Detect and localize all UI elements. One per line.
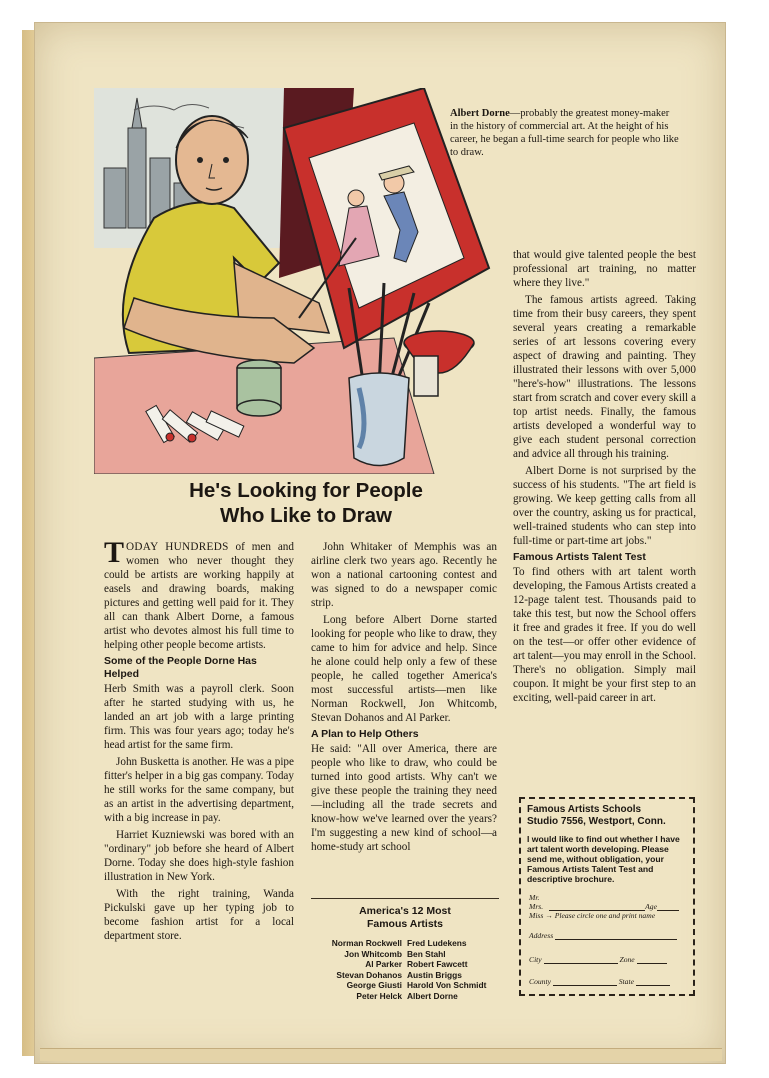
- paragraph: With the right training, Wanda Pickulski gave up her typing job to become fashion artist for a local department store.: [104, 888, 294, 942]
- zone-line[interactable]: [637, 963, 667, 964]
- paragraph: Harriet Kuzniewski was bored with an "ordinary" job before she heard of Albert Dorne. Today she does high-style fashion illustration in New York.: [104, 829, 294, 883]
- paragraph: Albert Dorne is not surprised by the success of his students. "The art field is growing. We keep getting calls from all over the country, asking us for practical, well-trained students who can step into full-time or part-time art jobs.": [513, 465, 696, 547]
- famous-artists-list: [311, 898, 499, 1002]
- paragraph: John Busketta is another. He was a pipe fitter's helper in a big gas company. Today he still works for the same company, but as an artist in the advertising department, with a big increase in pay.: [104, 756, 294, 824]
- title-miss: Miss: [529, 911, 544, 920]
- artist-name: Jon Whitcomb: [344, 948, 402, 959]
- section-heading-people-helped: Some of the People Dorne Has Helped: [104, 655, 257, 680]
- section-heading-talent-test: Famous Artists Talent Test: [513, 551, 646, 563]
- coupon-title-line-2: Studio 7556, Westport, Conn.: [527, 816, 666, 827]
- intro-text: of men and women who never thought they could be artists are working happily at easels and drawing boards, making pictures and getting well paid for it. They all can thank Albert Dorne, a famous artist who devotes almost his full time to helping other people become artists.: [104, 541, 294, 651]
- address-label: Address: [529, 931, 554, 940]
- coupon-title-line-1: Famous Artists Schools: [527, 804, 642, 815]
- mail-coupon[interactable]: [519, 797, 695, 996]
- article-column-2: [311, 540, 497, 857]
- paragraph: John Whitaker of Memphis was an airline clerk two years ago. Recently he won a national cartooning contest and was signed to do a newspaper comic strip.: [311, 541, 497, 609]
- city-zone-field[interactable]: [529, 955, 667, 964]
- name-field[interactable]: Mr. Mrs. Age Miss → Please circle one and print name: [529, 893, 679, 920]
- artist-name: Stevan Dohanos: [336, 969, 402, 980]
- paragraph: Herb Smith was a payroll clerk. Soon after he started studying with us, he landed an art job with a large printing firm. This was four years ago; today he's head artist for the same firm.: [104, 683, 294, 751]
- article-column-1: [104, 536, 294, 946]
- artists-title-line-1: America's 12 Most: [359, 905, 451, 917]
- artist-name: Albert Dorne: [407, 990, 458, 1001]
- state-line[interactable]: [636, 985, 670, 986]
- artists-title: [311, 898, 499, 931]
- artist-name: George Giusti: [346, 980, 402, 991]
- artist-name: Ben Stahl: [407, 948, 446, 959]
- page-edge: [40, 1048, 722, 1061]
- age-line[interactable]: [657, 910, 679, 911]
- address-field[interactable]: [529, 931, 677, 940]
- article-column-3: [513, 248, 696, 708]
- title-mr: Mr.: [529, 893, 540, 902]
- headline-line-2: Who Like to Draw: [220, 504, 392, 527]
- zone-label: Zone: [619, 955, 635, 964]
- paragraph: that would give talented people the best professional art training, no matter where they live.": [513, 249, 696, 289]
- artist-name: Harold Von Schmidt: [407, 980, 487, 991]
- illustration-caption: [450, 107, 680, 159]
- headline-line-1: He's Looking for People: [189, 479, 423, 502]
- state-label: State: [618, 977, 634, 986]
- artists-grid: [311, 938, 499, 1002]
- headline: [96, 478, 516, 528]
- county-line[interactable]: [553, 985, 617, 986]
- paint-jar: [237, 360, 281, 416]
- artist-name: Robert Fawcett: [407, 959, 468, 970]
- artist-name: Al Parker: [365, 959, 402, 970]
- address-line[interactable]: [555, 939, 677, 940]
- county-label: County: [529, 977, 551, 986]
- artist-name: Norman Rockwell: [331, 938, 402, 948]
- artist-name: Austin Briggs: [407, 969, 462, 980]
- paragraph: He said: "All over America, there are people who like to draw, who could be turned into good artists. Why can't we give these people the training they need—including all the trade secrets and know-how we've learned over the years? I'm suggesting a new kind of school—a home-study art school: [311, 743, 497, 853]
- drop-cap: T: [104, 536, 125, 569]
- intro-paragraph: [104, 536, 294, 652]
- city-label: City: [529, 955, 542, 964]
- city-line[interactable]: [544, 963, 618, 964]
- water-bowl: [404, 331, 474, 396]
- artist-illustration: [94, 88, 500, 474]
- paragraph: The famous artists agreed. Taking time from their busy careers, they spent several years creating a remarkable series of art lessons covering every aspect of drawing and painting. They illustrated their lessons with over 5,000 "here's-how" illustrations. The lessons start from scratch and cover every skill a top artist needs. Finally, the famous artists developed a wonderful way to give each student personal correction and advice all through his training.: [513, 294, 696, 460]
- coupon-body: I would like to find out whether I have art talent worth developing. Please send me, without obligation, your Famous Artists Talent Test and descriptive brochure.: [527, 834, 680, 884]
- artist-name: Fred Ludekens: [407, 938, 467, 948]
- name-hint: Please circle one and print name: [554, 911, 656, 920]
- age-label: Age: [645, 902, 657, 911]
- artist-name: Peter Helck: [356, 990, 402, 1001]
- paragraph: To find others with art talent worth developing, the Famous Artists created a 12-page talent test. Thousands paid to take this test, but now the School offers it free and grades it free. If you do well on the test—or offer other evidence of art talent—you may enroll in the School. There's no obligation. Simply mail coupon. It might be your first step to an exciting, well-paid career in art.: [513, 566, 696, 704]
- section-heading-plan: A Plan to Help Others: [311, 728, 419, 740]
- title-mrs: Mrs.: [529, 902, 544, 911]
- lead-in: ODAY HUNDREDS: [126, 541, 229, 553]
- caption-text: —probably the greatest money-maker in the history of commercial art. At the height of his career, he began a full-time search for people who like to draw.: [450, 108, 679, 158]
- paragraph: Long before Albert Dorne started looking for people who like to draw, they came to him for advice and help. Since he alone could help only a few of these people, he called together America's most successful artists—men like Norman Rockwell, Jon Whitcomb, Stevan Dohanos and Al Parker.: [311, 614, 497, 724]
- artists-title-line-2: Famous Artists: [366, 918, 444, 930]
- caption-name: Albert Dorne: [450, 108, 510, 119]
- county-state-field[interactable]: [529, 977, 670, 986]
